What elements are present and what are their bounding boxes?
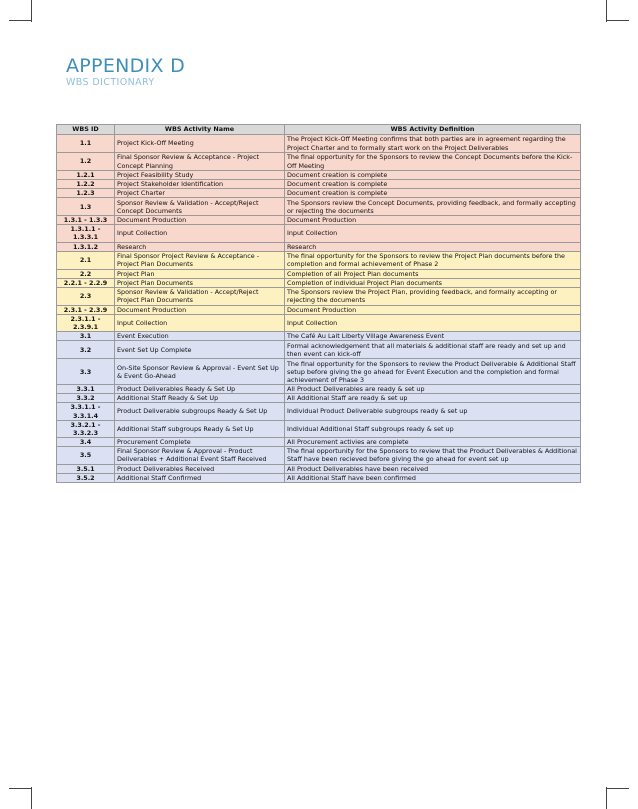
activity-definition-cell: Research — [285, 242, 581, 251]
table-row — [57, 332, 581, 341]
activity-name-cell: Sponsor Review & Validation - Accept/Reject Concept Documents — [115, 198, 285, 216]
activity-name-cell: Additional Staff Confirmed — [115, 473, 285, 482]
crop-mark — [9, 788, 31, 789]
activity-definition-cell: Completion of individual Project Plan documents — [285, 278, 581, 287]
table-row — [57, 473, 581, 482]
activity-definition-cell: Input Collection — [285, 225, 581, 242]
activity-name-cell: Project Plan Documents — [115, 278, 285, 287]
table-row — [57, 385, 581, 394]
table-row — [57, 420, 581, 437]
activity-name-cell: Project Charter — [115, 189, 285, 198]
page-heading — [66, 56, 185, 89]
activity-definition-cell: Completion of all Project Plan documents — [285, 269, 581, 278]
table-row — [57, 464, 581, 473]
table-row — [57, 341, 581, 359]
table-row — [57, 437, 581, 446]
wbs-id-cell: 2.3 — [57, 287, 115, 305]
activity-name-cell: Document Production — [115, 305, 285, 314]
activity-name-cell: Project Feasibility Study — [115, 171, 285, 180]
table-row — [57, 359, 581, 385]
activity-definition-cell: All Additional Staff have been confirmed — [285, 473, 581, 482]
activity-name-cell: Product Deliverables Received — [115, 464, 285, 473]
activity-definition-cell: All Additional Staff are ready & set up — [285, 394, 581, 403]
activity-definition-cell: The final opportunity for the Sponsors to review the Project Plan documents before the completion and formal achievement of Phase 2 — [285, 251, 581, 269]
table-header-row — [57, 125, 581, 135]
activity-name-cell: Product Deliverable subgroups Ready & Set Up — [115, 403, 285, 420]
wbs-id-cell: 2.2 — [57, 269, 115, 278]
table-body — [57, 135, 581, 483]
activity-definition-cell: The Sponsors review the Concept Documents, providing feedback, and formally accepting or rejecting the documents — [285, 198, 581, 216]
wbs-id-cell: 3.4 — [57, 437, 115, 446]
table-row — [57, 446, 581, 464]
table-row — [57, 189, 581, 198]
activity-name-cell: Project Kick-Off Meeting — [115, 135, 285, 153]
activity-definition-cell: Formal acknowledgement that all materials & additional staff are ready and set up and then event can kick-off — [285, 341, 581, 359]
activity-definition-cell: Individual Product Deliverable subgroups ready & set up — [285, 403, 581, 420]
table-row — [57, 198, 581, 216]
activity-definition-cell: Input Collection — [285, 314, 581, 331]
table-row — [57, 251, 581, 269]
wbs-id-cell: 1.3.1.2 — [57, 242, 115, 251]
wbs-id-cell: 2.3.1 - 2.3.9 — [57, 305, 115, 314]
activity-definition-cell: Document creation is complete — [285, 171, 581, 180]
table-row — [57, 180, 581, 189]
table-row — [57, 242, 581, 251]
activity-name-cell: Event Set Up Complete — [115, 341, 285, 359]
crop-mark — [606, 787, 607, 809]
wbs-id-cell: 3.3.2.1 - 3.3.2.3 — [57, 420, 115, 437]
crop-mark — [606, 0, 607, 22]
activity-definition-cell: All Procurement activies are complete — [285, 437, 581, 446]
activity-definition-cell: Document Production — [285, 216, 581, 225]
activity-name-cell: Document Production — [115, 216, 285, 225]
wbs-id-cell: 3.3.2 — [57, 394, 115, 403]
wbs-id-cell: 3.5.2 — [57, 473, 115, 482]
crop-mark — [607, 788, 629, 789]
activity-definition-cell: The Sponsors review the Project Plan, providing feedback, and formally accepting or rejecting the documents — [285, 287, 581, 305]
activity-definition-cell: Document creation is complete — [285, 189, 581, 198]
activity-definition-cell: The final opportunity for the Sponsors to review that the Product Deliverables & Additional Staff have been recieved before giving the go ahead for event set up — [285, 446, 581, 464]
column-header-activity-definition: WBS Activity Definition — [285, 125, 581, 135]
activity-name-cell: Project Stakeholder Identification — [115, 180, 285, 189]
activity-definition-cell: All Product Deliverables are ready & set up — [285, 385, 581, 394]
table-row — [57, 216, 581, 225]
table-row — [57, 287, 581, 305]
crop-mark — [31, 787, 32, 809]
crop-mark — [31, 0, 32, 22]
crop-mark — [607, 20, 629, 21]
activity-definition-cell: Individual Additional Staff subgroups ready & set up — [285, 420, 581, 437]
activity-name-cell: Project Plan — [115, 269, 285, 278]
page-title: APPENDIX D — [66, 55, 186, 77]
wbs-id-cell: 1.3.1.1 - 1.3.3.1 — [57, 225, 115, 242]
table-row — [57, 225, 581, 242]
activity-definition-cell: Document Production — [285, 305, 581, 314]
activity-name-cell: Research — [115, 242, 285, 251]
wbs-id-cell: 2.2.1 - 2.2.9 — [57, 278, 115, 287]
wbs-id-cell: 2.3.1.1 - 2.3.9.1 — [57, 314, 115, 331]
activity-name-cell: Product Deliverables Ready & Set Up — [115, 385, 285, 394]
activity-definition-cell: Document creation is complete — [285, 180, 581, 189]
wbs-id-cell: 3.2 — [57, 341, 115, 359]
activity-name-cell: Event Execution — [115, 332, 285, 341]
table-row — [57, 171, 581, 180]
wbs-id-cell: 3.3 — [57, 359, 115, 385]
wbs-id-cell: 1.1 — [57, 135, 115, 153]
table-row — [57, 394, 581, 403]
activity-definition-cell: The Project Kick-Off Meeting confirms that both parties are in agreement regarding the Project Charter and to formally start work on the Project Deliverables — [285, 135, 581, 153]
crop-mark — [9, 20, 31, 21]
table-row — [57, 135, 581, 153]
wbs-id-cell: 3.5 — [57, 446, 115, 464]
activity-name-cell: Additional Staff subgroups Ready & Set Up — [115, 420, 285, 437]
wbs-id-cell: 3.1 — [57, 332, 115, 341]
activity-definition-cell: The final opportunity for the Sponsors to review the Product Deliverable & Additional Staff setup before giving the go ahead for Event Execution and the completion and formal achievement of Phase 3 — [285, 359, 581, 385]
activity-name-cell: Final Sponsor Project Review & Acceptance - Project Plan Documents — [115, 251, 285, 269]
table-row — [57, 269, 581, 278]
table-row — [57, 305, 581, 314]
wbs-id-cell: 3.3.1 — [57, 385, 115, 394]
activity-definition-cell: The Café Au Lait Liberty Village Awareness Event — [285, 332, 581, 341]
table-row — [57, 278, 581, 287]
wbs-id-cell: 1.3.1 - 1.3.3 — [57, 216, 115, 225]
activity-name-cell: Procurement Complete — [115, 437, 285, 446]
wbs-id-cell: 1.2.1 — [57, 171, 115, 180]
wbs-id-cell: 1.2.2 — [57, 180, 115, 189]
activity-name-cell: Sponsor Review & Validation - Accept/Reject Project Plan Documents — [115, 287, 285, 305]
page-subtitle: WBS DICTIONARY — [66, 77, 155, 88]
table-row — [57, 153, 581, 171]
column-header-activity-name: WBS Activity Name — [115, 125, 285, 135]
activity-name-cell: Input Collection — [115, 314, 285, 331]
wbs-dictionary-table — [56, 124, 581, 483]
wbs-id-cell: 3.5.1 — [57, 464, 115, 473]
activity-name-cell: On-Site Sponsor Review & Approval - Event Set Up & Event Go-Ahead — [115, 359, 285, 385]
wbs-id-cell: 2.1 — [57, 251, 115, 269]
activity-name-cell: Input Collection — [115, 225, 285, 242]
activity-definition-cell: The final opportunity for the Sponsors to review the Concept Documents before the Kick-Off Meeting — [285, 153, 581, 171]
table-row — [57, 314, 581, 331]
wbs-id-cell: 1.2.3 — [57, 189, 115, 198]
column-header-wbs-id: WBS ID — [57, 125, 115, 135]
wbs-id-cell: 3.3.1.1 - 3.3.1.4 — [57, 403, 115, 420]
wbs-id-cell: 1.2 — [57, 153, 115, 171]
activity-definition-cell: All Product Deliverables have been received — [285, 464, 581, 473]
activity-name-cell: Additional Staff Ready & Set Up — [115, 394, 285, 403]
table-row — [57, 403, 581, 420]
wbs-id-cell: 1.3 — [57, 198, 115, 216]
activity-name-cell: Final Sponsor Review & Approval - Product Deliverables + Additional Event Staff Received — [115, 446, 285, 464]
activity-name-cell: Final Sponsor Review & Acceptance - Project Concept Planning — [115, 153, 285, 171]
